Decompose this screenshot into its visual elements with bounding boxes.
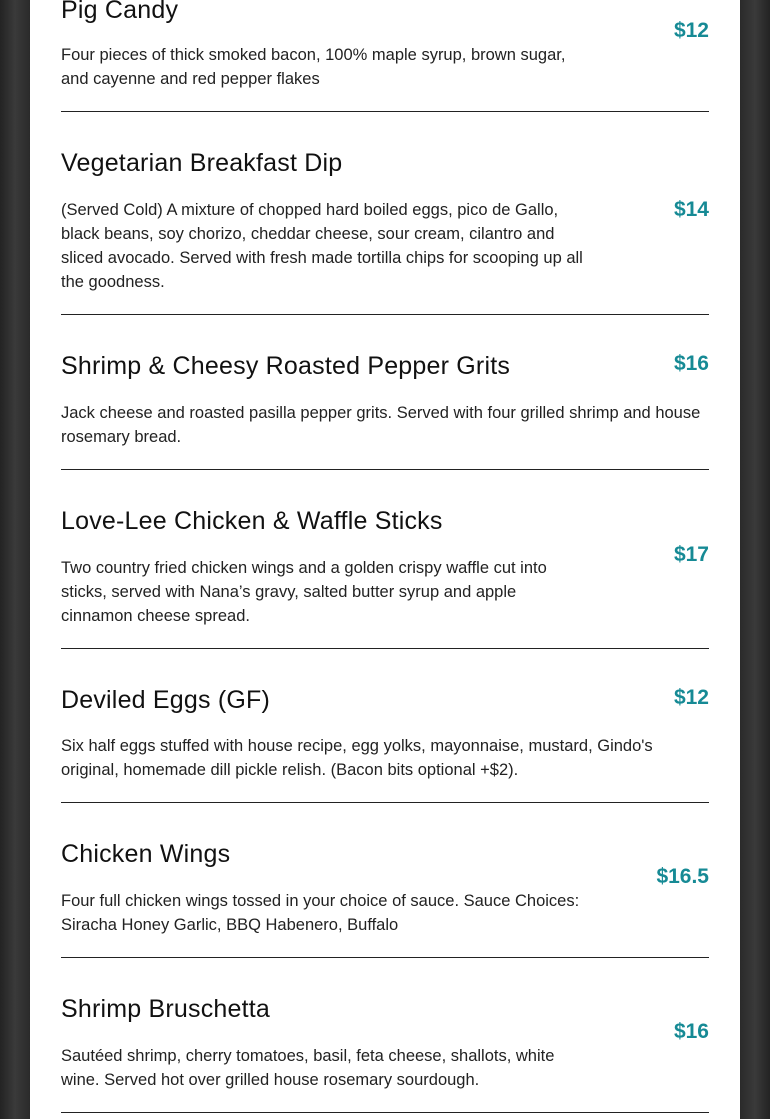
item-name: Shrimp Bruschetta: [61, 995, 271, 1023]
item-name: Chicken Wings: [61, 840, 231, 868]
item-price: $17: [673, 543, 709, 566]
item-name: Pig Candy: [61, 0, 179, 24]
item-description: Four full chicken wings tossed in your choice of sauce. Sauce Choices: Siracha Honey Garlic, BBQ Habenero, Buffalo: [61, 892, 580, 934]
item-description: Six half eggs stuffed with house recipe, egg yolks, mayonnaise, mustard, Gindo's original, homemade dill pickle relish. (Bacon bits optional +$2).: [61, 737, 653, 779]
menu-item-deviled-eggs: [61, 649, 709, 803]
item-description: Four pieces of thick smoked bacon, 100% maple syrup, brown sugar, and cayenne and red pepper flakes: [61, 46, 566, 88]
item-description: Two country fried chicken wings and a golden crispy waffle cut into sticks, served with Nana’s gravy, salted butter syrup and apple cinnamon cheese spread.: [61, 559, 547, 625]
item-name: Shrimp & Cheesy Roasted Pepper Grits: [61, 352, 511, 380]
menu-item-chicken-wings: [61, 803, 709, 958]
menu-item-shrimp-grits: [61, 315, 709, 470]
item-description: (Served Cold) A mixture of chopped hard boiled eggs, pico de Gallo, black beans, soy chorizo, cheddar cheese, sour cream, cilantro and sliced avocado. Served with fresh made tortilla chips for scooping up all the goodness.: [61, 201, 583, 291]
item-name: Deviled Eggs (GF): [61, 686, 271, 714]
item-description: Sautéed shrimp, cherry tomatoes, basil, feta cheese, shallots, white wine. Served hot over grilled house rosemary sourdough.: [61, 1047, 555, 1089]
menu-item-vegetarian-breakfast-dip: [61, 112, 709, 315]
item-name: Vegetarian Breakfast Dip: [61, 149, 343, 177]
item-price: $16.5: [656, 865, 709, 888]
item-price: $14: [673, 198, 709, 221]
item-price: $12: [673, 686, 709, 709]
menu-item-pig-candy: [61, 0, 709, 112]
menu-panel: [30, 0, 740, 1119]
menu-item-chicken-waffle-sticks: [61, 470, 709, 649]
item-name: Love-Lee Chicken & Waffle Sticks: [61, 507, 443, 535]
item-price: $12: [673, 19, 709, 42]
menu-item-shrimp-bruschetta: [61, 958, 709, 1113]
item-description: Jack cheese and roasted pasilla pepper grits. Served with four grilled shrimp and house rosemary bread.: [61, 404, 701, 446]
item-price: $16: [673, 1020, 709, 1043]
item-price: $16: [673, 352, 709, 375]
